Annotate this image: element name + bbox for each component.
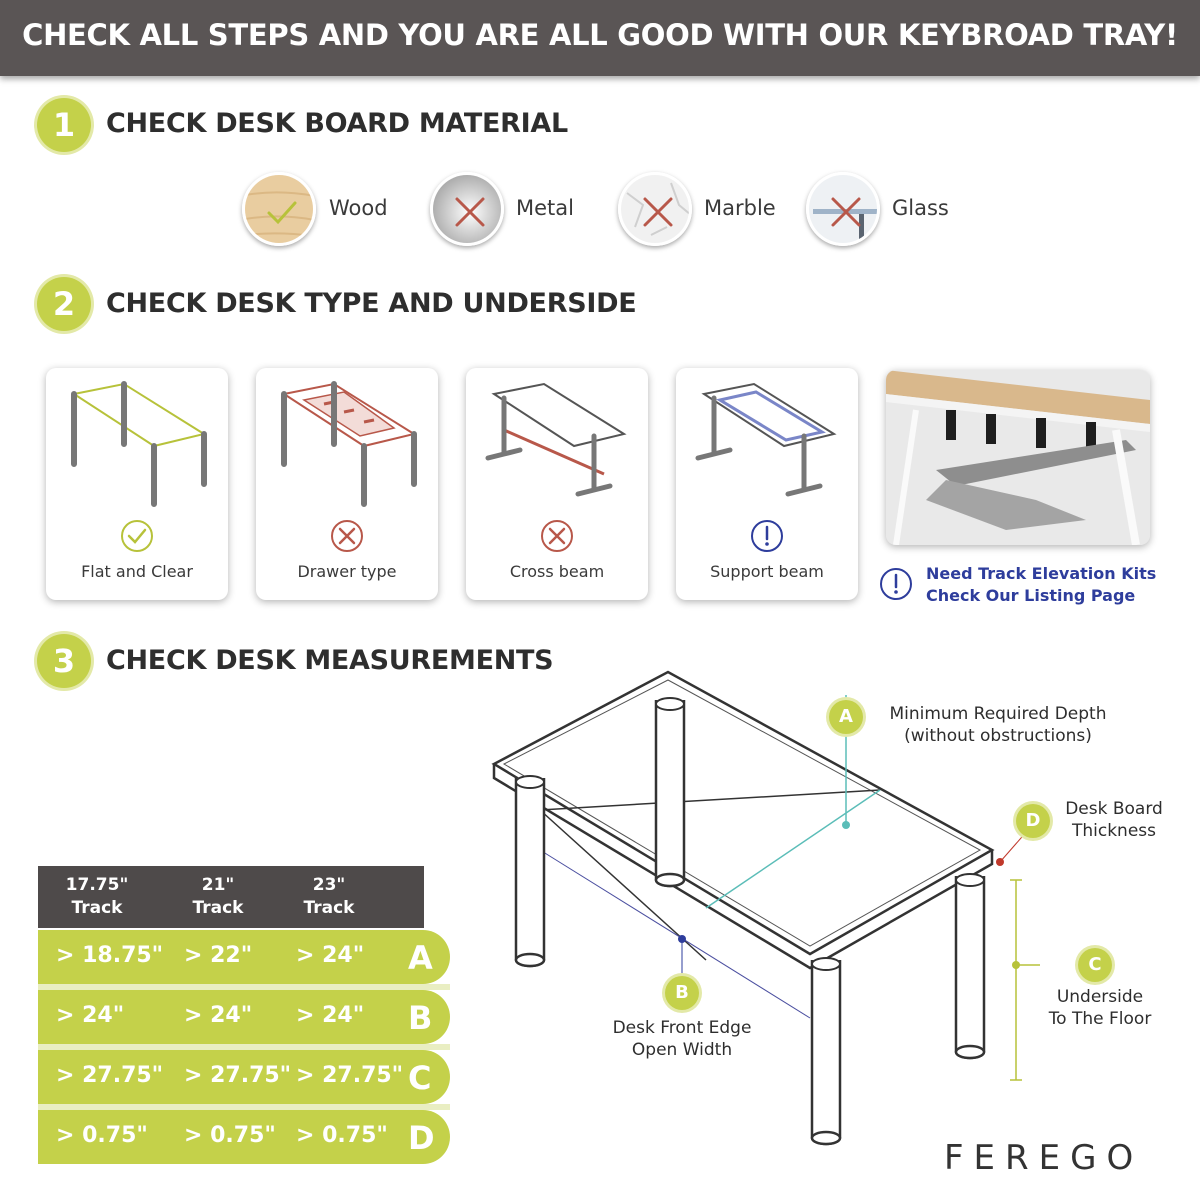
- desk-type-drawer-card: [256, 368, 438, 600]
- material-glass-swatch: [806, 172, 880, 246]
- step-3-title: CHECK DESK MEASUREMENTS: [106, 645, 554, 676]
- exclamation-circle-icon: [749, 518, 785, 554]
- table-cell: > 22": [184, 943, 253, 968]
- banner-title: CHECK ALL STEPS AND YOU ARE ALL GOOD WITH OUR KEYBROAD TRAY!: [22, 18, 1178, 52]
- table-cell: > 18.75": [56, 943, 164, 968]
- table-cell: > 0.75": [296, 1123, 388, 1148]
- material-metal-label: Metal: [516, 196, 574, 220]
- keyboard-tray-photo: [886, 370, 1150, 545]
- table-header-cell: 23" Track: [303, 875, 355, 918]
- table-header-cell: 21" Track: [192, 875, 244, 918]
- table-row: [38, 930, 450, 984]
- table-cell: > 27.75": [296, 1063, 404, 1088]
- desk-type-drawer-label: Drawer type: [297, 562, 397, 581]
- table-cell: > 27.75": [184, 1063, 292, 1088]
- desk-type-supportbeam-card: [676, 368, 858, 600]
- table-row-letter: D: [408, 1119, 435, 1157]
- table-cell: > 24": [296, 1003, 365, 1028]
- step-2-number: 2: [37, 277, 91, 331]
- table-row-letter: B: [408, 999, 433, 1037]
- brand-logo: FEREGO: [944, 1138, 1144, 1178]
- callout-d-text: Desk Board Thickness: [1065, 799, 1163, 841]
- callout-c-badge: C: [1078, 948, 1112, 982]
- step-1-title: CHECK DESK BOARD MATERIAL: [106, 108, 568, 139]
- material-marble-label: Marble: [704, 196, 776, 220]
- callout-d-badge: D: [1016, 804, 1050, 838]
- desk-type-crossbeam-card: [466, 368, 648, 600]
- step-2-title: CHECK DESK TYPE AND UNDERSIDE: [106, 288, 637, 319]
- callout-b-badge: B: [665, 976, 699, 1010]
- desk-type-crossbeam-label: Cross beam: [509, 562, 605, 581]
- table-row: [38, 1050, 450, 1104]
- desk-type-supportbeam-label: Support beam: [710, 562, 824, 581]
- table-header-cell: 17.75" Track: [65, 875, 129, 918]
- elevation-kit-line2: Check Our Listing Page: [926, 586, 1136, 605]
- cross-circle-icon: [539, 518, 575, 554]
- desk-type-flat-label: Flat and Clear: [81, 562, 193, 581]
- elevation-kit-line1: Need Track Elevation Kits: [926, 564, 1157, 583]
- callout-c-text: Underside To The Floor: [1048, 987, 1152, 1029]
- table-cell: > 24": [184, 1003, 253, 1028]
- material-wood-label: Wood: [329, 196, 388, 220]
- table-row: [38, 990, 450, 1044]
- elevation-kit-note[interactable]: [926, 563, 1156, 607]
- cross-circle-icon: [329, 518, 365, 554]
- step-1-number: 1: [37, 98, 91, 152]
- material-marble-swatch: [618, 172, 692, 246]
- step-3-number: 3: [37, 634, 91, 688]
- table-cell: > 27.75": [56, 1063, 164, 1088]
- table-row-letter: A: [408, 939, 433, 977]
- table-cell: > 0.75": [56, 1123, 148, 1148]
- material-wood-swatch: [242, 172, 316, 246]
- table-header: [38, 866, 424, 928]
- table-cell: > 0.75": [184, 1123, 276, 1148]
- material-glass-label: Glass: [892, 196, 949, 220]
- table-row-letter: C: [408, 1059, 432, 1097]
- callout-a-badge: A: [829, 700, 863, 734]
- callout-a-text: Minimum Required Depth (without obstructions): [889, 704, 1107, 746]
- exclamation-circle-icon: [878, 566, 914, 602]
- check-circle-icon: [119, 518, 155, 554]
- callout-b-text: Desk Front Edge Open Width: [612, 1018, 752, 1060]
- table-cell: > 24": [296, 943, 365, 968]
- table-cell: > 24": [56, 1003, 125, 1028]
- desk-type-flat-card: [46, 368, 228, 600]
- table-row: [38, 1110, 450, 1164]
- header-banner: [0, 0, 1200, 76]
- material-metal-swatch: [430, 172, 504, 246]
